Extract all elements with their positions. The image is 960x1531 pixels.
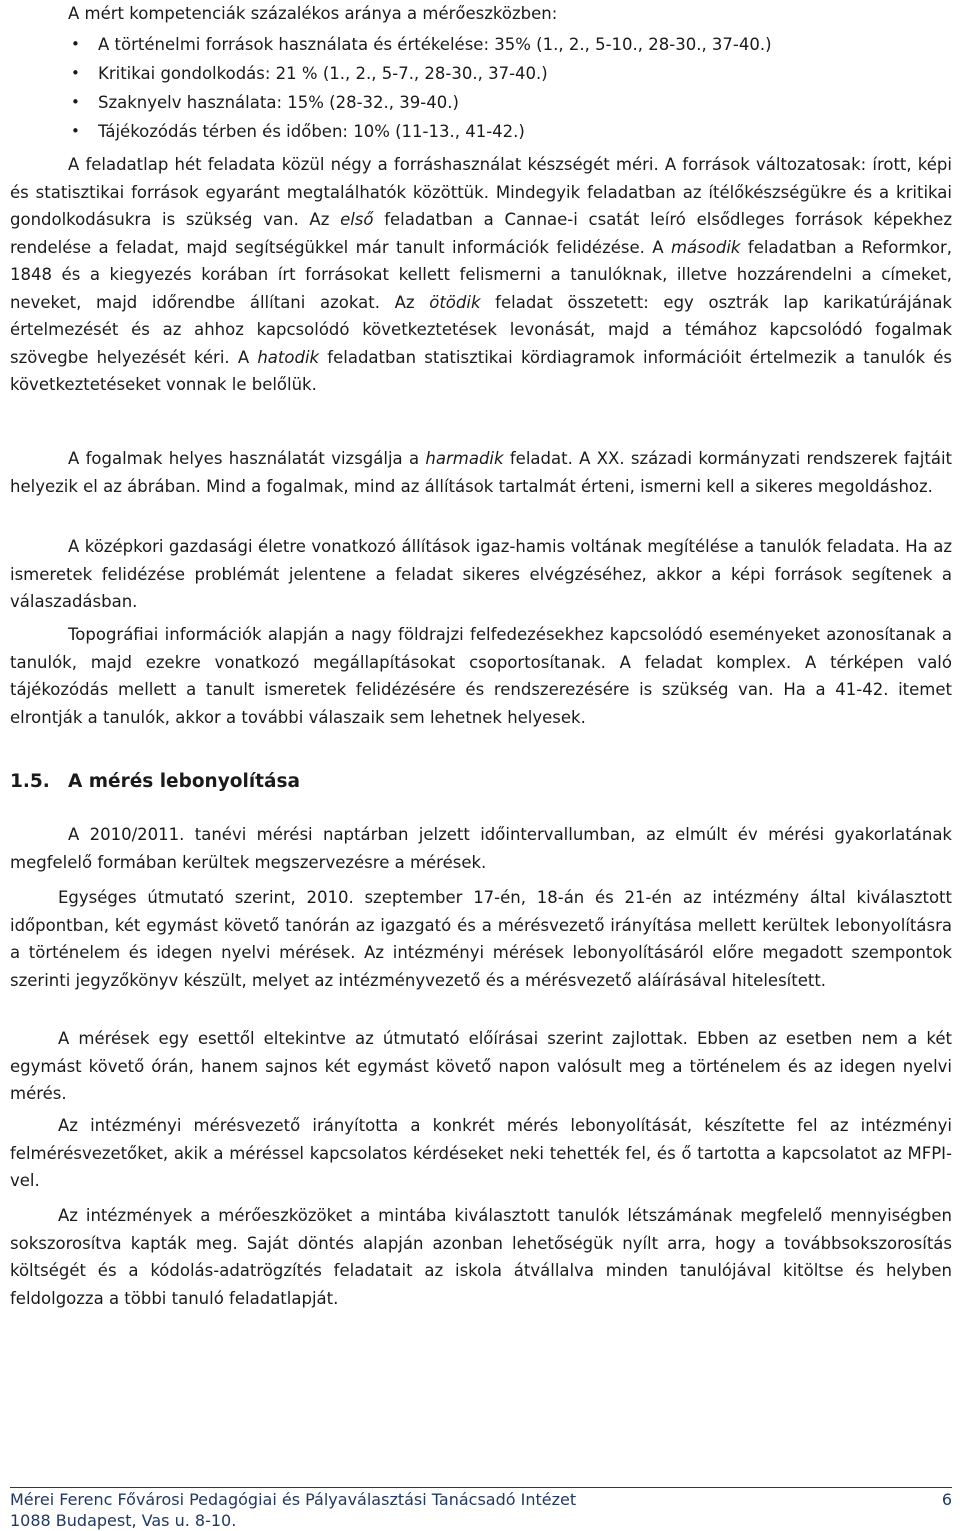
text: feladatban statisztikai kördiagramok információit értelmezik a tanulók és következtetéseket vonnak le belőlük.: [10, 347, 952, 394]
paragraph-copies: Az intézmények a mérőeszközöket a mintába kiválasztott tanulók létszámának megfelelő mennyiségben sokszorosítva kapták meg. Saját döntés alapján azonban lehetőségük nyílt arra, hogy a továbbsokszorosítás költségét és a kódolás-adatrögzítés feladatait az iskola átvállalva minden tanulójával kitöltse és helyben feldolgozza a többi tanuló feladatlapját.: [10, 1206, 952, 1308]
paragraph-concepts: [10, 445, 952, 500]
paragraph-exception: A mérések egy esettől eltekintve az útmutató előírásai szerint zajlottak. Ebben az esetben nem a két egymást követő órán, hanem sajnos két egymást követő napon valósult meg a történelem és az idegen nyelvi mérés.: [10, 1029, 952, 1103]
paragraph-topography: Topográfiai információk alapján a nagy földrajzi felfedezésekhez kapcsolódó eseményeket azonosítanak a tanulók, majd ezekre vonatkozó megállapításokat csoportosítanak. A feladat komplex. A térképen való tájékozódás mellett a tanult ismeretek felidézésére és rendszerezésére is szükség van. Ha a 41-42. itemet elrontják a tanulók, akkor a további válaszaik sem lehetnek helyesek.: [10, 625, 952, 727]
text: feladat. A XX. századi kormányzati rendszerek fajtáit helyezik el az ábrában. Mind a fogalmak, mind az állítások tartalmát érteni, ismerni kell a sikeres megoldáshoz.: [10, 449, 952, 496]
emphasis: első: [340, 210, 374, 229]
emphasis: második: [670, 237, 741, 257]
emphasis: harmadik: [425, 449, 504, 468]
text: feladatban a Reformkor, 1848 és a kiegyezés korában írt forrásokat kellett felismerni a tanulóknak, illetve hozzárendelni a címeket, neveket, majd időrendbe állítani azokat. Az: [10, 237, 952, 312]
section-heading: [10, 771, 300, 792]
paragraph-tasks: [10, 151, 952, 399]
section-title: A mérés lebonyolítása: [68, 771, 300, 792]
paragraph-schedule: A 2010/2011. tanévi mérési naptárban jelzett időintervallumban, az elmúlt év mérési gyakorlatának megfelelő formában kerültek megszervezésre a mérések.: [10, 825, 952, 872]
section-number: 1.5.: [10, 771, 50, 792]
emphasis: hatodik: [257, 347, 320, 367]
page-number: 6: [941, 1490, 952, 1509]
competency-intro: A mért kompetenciák százalékos aránya a mérőeszközben:: [68, 4, 558, 23]
footer-address: 1088 Budapest, Vas u. 8-10.: [10, 1511, 237, 1530]
list-item: • A történelmi források használata és értékelése: 35% (1., 2., 5-10., 28-30., 37-40.): [10, 30, 772, 59]
emphasis: ötödik: [429, 292, 481, 312]
paragraph-guide: Egységes útmutató szerint, 2010. szeptember 17-én, 18-án és 21-én az intézmény által kiválasztott időpontban, két egymást követő tanórán az igazgató és a mérésvezető irányítása mellett kerültek lebonyolításra a történelem és idegen nyelvi mérések. Az intézményi mérések lebonyolításáról előre megadott szempontok szerinti jegyzőkönyv készült, melyet az intézményvezető és a mérésvezető aláírásával hitelesített.: [10, 888, 952, 990]
text: feladatban a Cannae-i csatát leíró elsődleges források képekhez rendelése a feladat, majd segítségükkel már tanult információk felidézése. A: [10, 210, 952, 257]
list-item: • Tájékozódás térben és időben: 10% (11-13., 41-42.): [10, 117, 772, 146]
competency-list: [10, 30, 772, 146]
text: A fogalmak helyes használatát vizsgálja a: [68, 449, 426, 468]
list-item: • Kritikai gondolkodás: 21 % (1., 2., 5-7., 28-30., 37-40.): [10, 59, 772, 88]
footer-divider: [10, 1487, 952, 1488]
list-item: • Szaknyelv használata: 15% (28-32., 39-40.): [10, 88, 772, 117]
text: A feladatlap hét feladata közül négy a forráshasználat készségét méri. A források változatosak: írott, képi és statisztikai források egyaránt megtalálhatók közöttük. Mindegyik feladatban az ítélőkészségükre és a kritikai gondolkodásukra is szükség van. Az: [10, 155, 952, 229]
footer-institution: Mérei Ferenc Fővárosi Pedagógiai és Pályaválasztási Tanácsadó Intézet: [10, 1490, 577, 1509]
text: feladat összetett: egy osztrák lap karikatúrájának értelmezését és az ahhoz kapcsolódó következtetések levonását, majd a témához kapcsolódó fogalmak szövegbe helyezését kéri. A: [10, 292, 952, 367]
page-footer: [10, 1487, 952, 1531]
paragraph-medieval: A középkori gazdasági életre vonatkozó állítások igaz-hamis voltának megítélése a tanulók feladata. Ha az ismeretek felidézése problémát jelentene a feladat sikeres elvégzéséhez, akkor a képi források segítenek a válaszadásban.: [10, 537, 952, 611]
paragraph-coordinator: Az intézményi mérésvezető irányította a konkrét mérés lebonyolítását, készítette fel az intézményi felmérésvezetőket, akik a méréssel kapcsolatos kérdéseket neki tehették fel, és ő tartotta a kapcsolatot az MFPI-vel.: [10, 1116, 952, 1190]
